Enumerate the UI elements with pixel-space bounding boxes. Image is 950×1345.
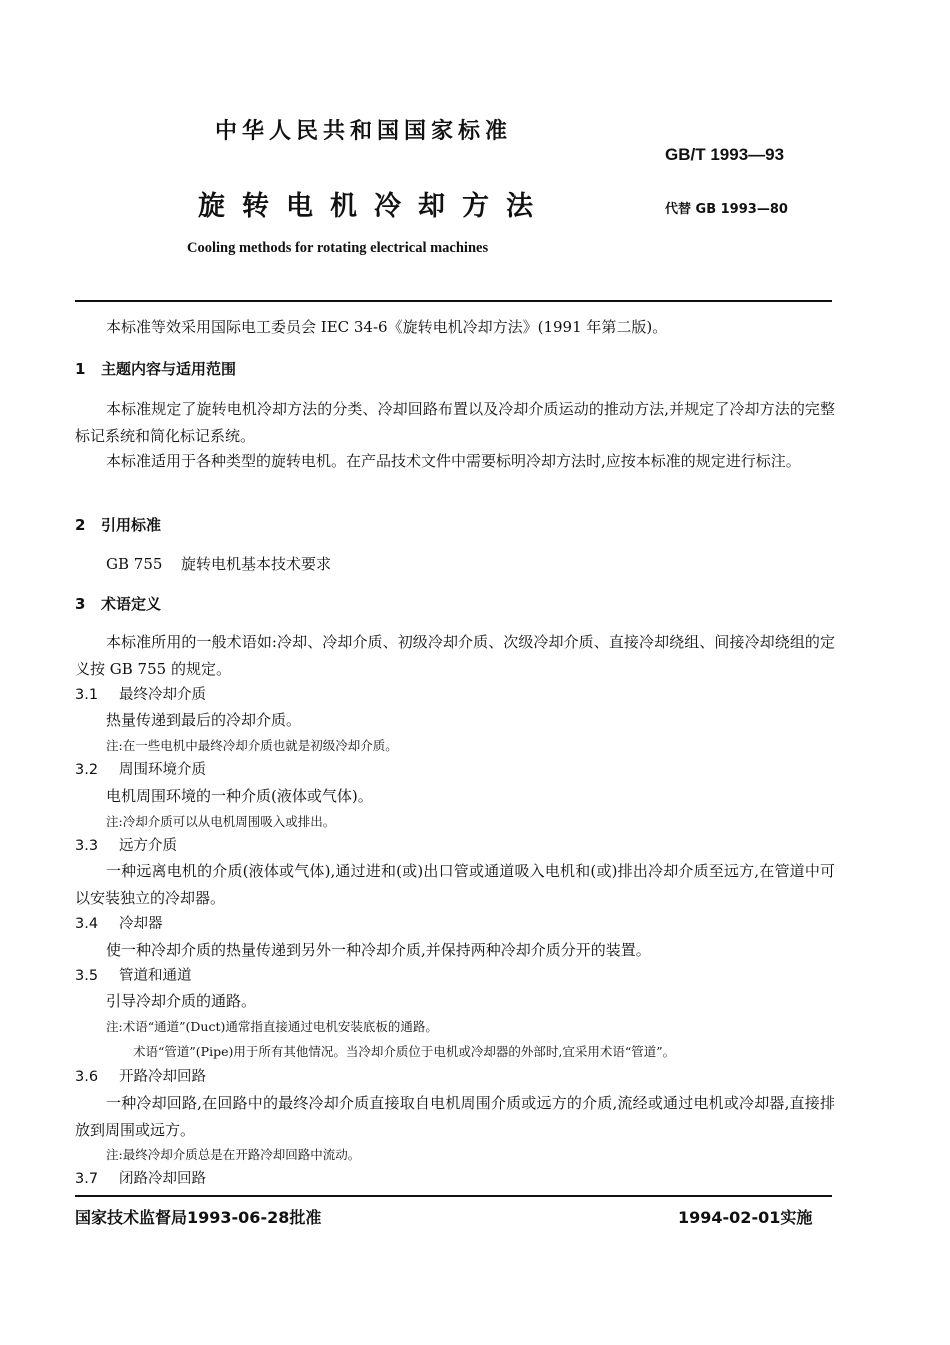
reference-entry: [75, 551, 866, 578]
term-3-4-definition: 使一种冷却介质的热量传递到另外一种冷却介质,并保持两种冷却介质分开的装置。: [106, 941, 651, 959]
replaces-standard: 代替 GB 1993—80: [665, 202, 788, 217]
term-3-1-note: 注:在一些电机中最终冷却介质也就是初级冷却介质。: [106, 738, 398, 753]
footer-divider: [75, 1195, 832, 1197]
section-title: 术语定义: [101, 595, 162, 613]
section-title: 主题内容与适用范围: [101, 360, 237, 378]
section-number: 2: [75, 516, 86, 534]
term-title: 冷却器: [119, 916, 163, 932]
term-3-6-heading: [75, 1064, 835, 1091]
section-3-paragraph: 本标准所用的一般术语如:冷却、冷却介质、初级冷却介质、次级冷却介质、直接冷却绕组、间接冷却绕组的定义按 GB 755 的规定。: [75, 633, 835, 678]
term-3-2-definition: 电机周围环境的一种介质(液体或气体)。: [106, 787, 373, 805]
reference-code: GB 755: [106, 555, 163, 573]
standard-code: GB/T 1993—93: [665, 145, 785, 164]
national-standard-label: 中华人民共和国国家标准: [215, 119, 513, 144]
term-3-6-note: 注:最终冷却介质总是在开路冷却回路中流动。: [106, 1147, 361, 1162]
term-number: 3.1: [75, 687, 99, 703]
section-number: 1: [75, 360, 86, 378]
term-title: 闭路冷却回路: [119, 1171, 206, 1187]
term-number: 3.5: [75, 968, 99, 984]
term-title: 开路冷却回路: [119, 1069, 206, 1085]
english-title: Cooling methods for rotating electrical machines: [187, 240, 489, 256]
term-title: 最终冷却介质: [119, 687, 206, 703]
term-3-5-definition: 引导冷却介质的通路。: [106, 992, 257, 1010]
term-title: 管道和通道: [119, 968, 192, 984]
term-3-3-heading: [75, 833, 835, 860]
term-3-5-note-continued: 术语“管道”(Pipe)用于所有其他情况。当冷却介质位于电机或冷却器的外部时,宜采用术语“管道”。: [133, 1044, 676, 1059]
section-number: 3: [75, 595, 86, 613]
term-title: 周围环境介质: [119, 762, 206, 778]
term-number: 3.3: [75, 838, 99, 854]
section-3-heading: [75, 591, 835, 618]
term-number: 3.2: [75, 762, 99, 778]
term-3-5-note: 注:术语“通道”(Duct)通常指直接通过电机安装底板的通路。: [106, 1019, 438, 1034]
header-divider: [75, 300, 832, 302]
effective-date: 1994-02-01实施: [678, 1208, 813, 1227]
term-number: 3.4: [75, 916, 99, 932]
intro-paragraph: 本标准等效采用国际电工委员会 IEC 34-6《旋转电机冷却方法》(1991 年第二版)。: [106, 318, 668, 336]
term-3-6-definition: 一种冷却回路,在回路中的最终冷却介质直接取自电机周围介质或远方的介质,流经或通过电机或冷却器,直接排放到周围或远方。: [75, 1094, 835, 1139]
section-2-heading: [75, 512, 835, 539]
section-1-paragraph-2: 本标准适用于各种类型的旋转电机。在产品技术文件中需要标明冷却方法时,应按本标准的规定进行标注。: [106, 452, 801, 470]
term-3-4-heading: [75, 911, 835, 938]
section-title: 引用标准: [101, 516, 162, 534]
term-3-3-definition: 一种远离电机的介质(液体或气体),通过进和(或)出口管或通道吸入电机和(或)排出冷却介质至远方,在管道中可以安装独立的冷却器。: [75, 862, 835, 907]
term-3-1-heading: [75, 682, 835, 709]
term-number: 3.7: [75, 1171, 99, 1187]
reference-title: 旋转电机基本技术要求: [181, 555, 332, 573]
document-title: 旋转电机冷却方法: [198, 191, 550, 222]
approval-date: 国家技术监督局1993-06-28批准: [75, 1208, 322, 1227]
term-3-1-definition: 热量传递到最后的冷却介质。: [106, 711, 302, 729]
term-number: 3.6: [75, 1069, 99, 1085]
section-1-paragraph-1: 本标准规定了旋转电机冷却方法的分类、冷却回路布置以及冷却介质运动的推动方法,并规定了冷却方法的完整标记系统和简化标记系统。: [75, 400, 835, 445]
term-3-2-note: 注:冷却介质可以从电机周围吸入或排出。: [106, 814, 336, 829]
term-3-5-heading: [75, 963, 835, 990]
term-3-2-heading: [75, 757, 835, 784]
term-3-7-heading: [75, 1166, 835, 1193]
section-1-heading: [75, 356, 835, 383]
term-title: 远方介质: [119, 838, 177, 854]
